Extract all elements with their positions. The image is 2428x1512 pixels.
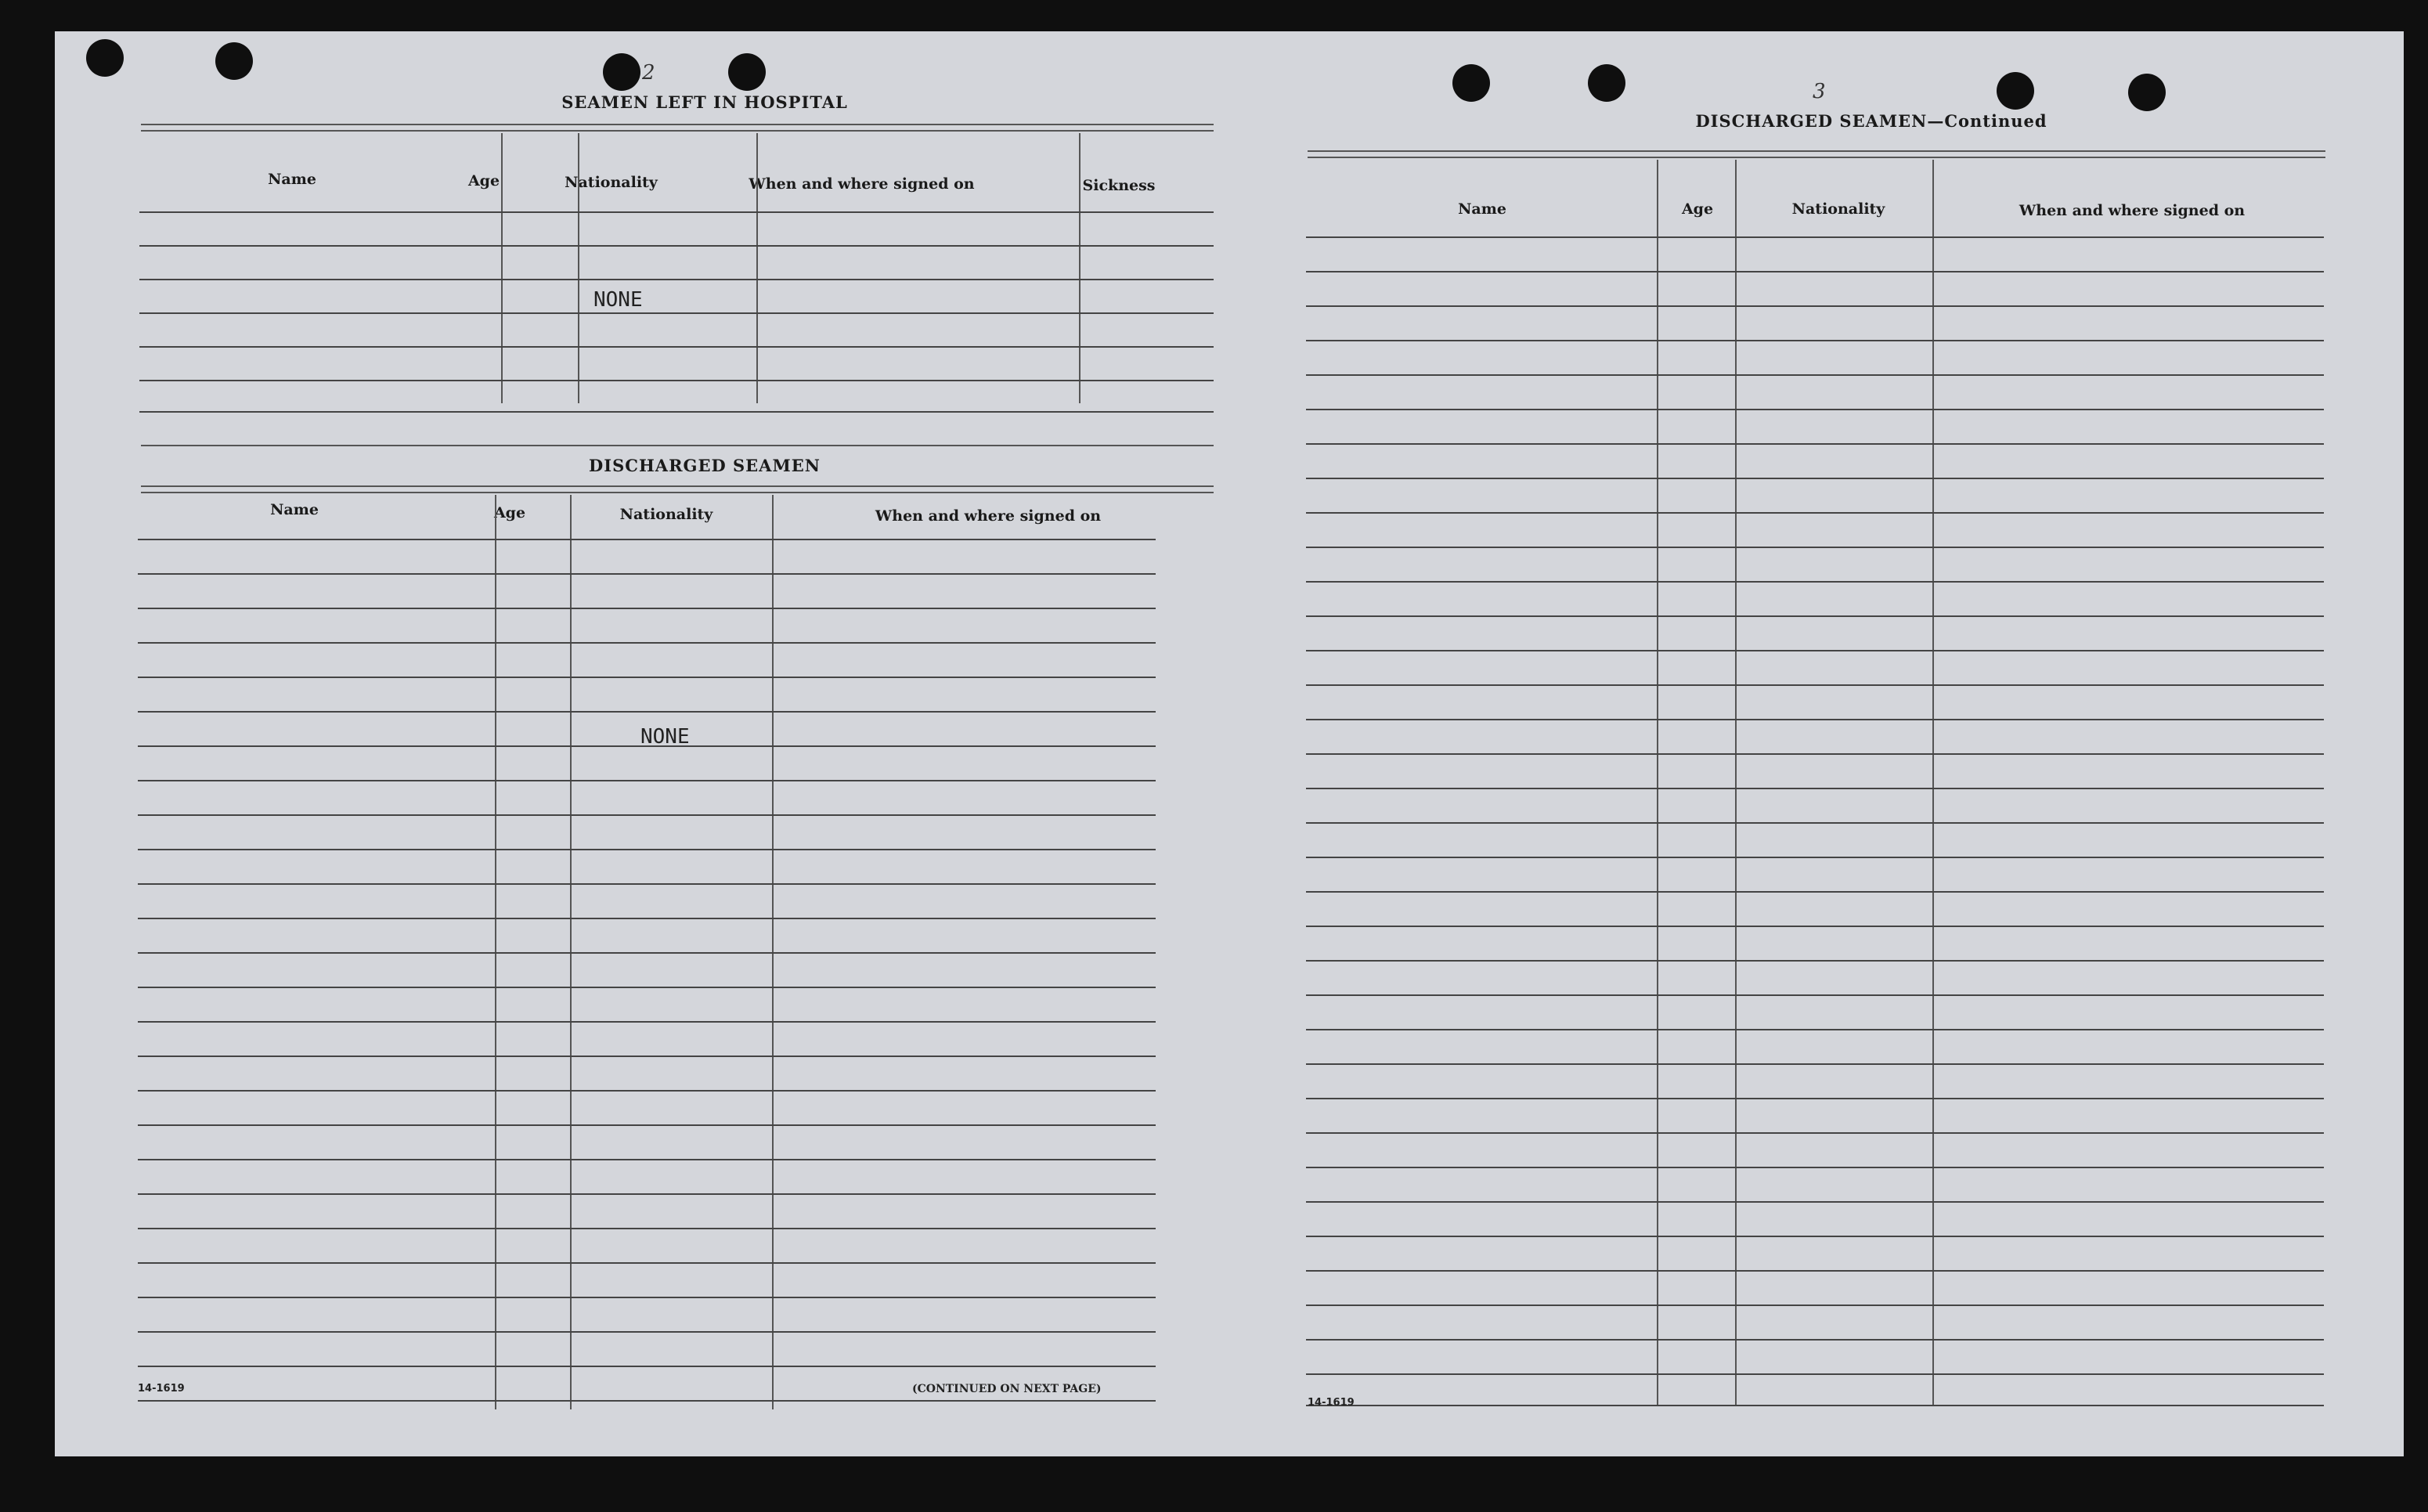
column-divider [756,133,758,403]
continued-note: (CONTINUED ON NEXT PAGE) [912,1383,1102,1395]
row-line [138,677,1156,678]
row-line [1306,271,2324,272]
divider [141,124,1214,125]
hospital-entry: NONE [593,288,643,312]
row-line [1306,960,2324,962]
column-header-age: Age [493,504,526,521]
row-line [1306,374,2324,376]
row-line [138,952,1156,954]
row-line [1306,926,2324,927]
row-line [139,380,1214,381]
row-line [1306,1373,2324,1375]
row-line [1306,684,2324,686]
row-line [139,211,1214,213]
row-line [1306,409,2324,410]
row-line [1306,1201,2324,1203]
punch-hole [86,39,124,77]
row-line [138,918,1156,919]
punch-hole [2128,74,2166,111]
row-line [1306,478,2324,479]
form-number: 14-1619 [1308,1397,1355,1409]
row-line [1306,719,2324,720]
row-line [1306,340,2324,341]
row-line [139,279,1214,280]
discharged-continued-table [1306,160,2324,1428]
hospital-table [139,133,1214,446]
form-number: 14-1619 [138,1383,185,1395]
column-header-name: Name [270,501,319,518]
row-line [138,1056,1156,1057]
row-line [138,1400,1156,1402]
row-line [138,711,1156,713]
column-header-name: Name [1458,200,1506,218]
column-divider [501,133,503,403]
row-line [138,1124,1156,1126]
row-line [1306,1236,2324,1237]
punch-hole [1452,64,1490,102]
row-line [1306,512,2324,514]
row-line [138,780,1156,781]
row-line [138,814,1156,816]
column-header-signed-on: When and where signed on [2019,202,2246,219]
row-line [138,573,1156,575]
section-title-hospital: SEAMEN LEFT IN HOSPITAL [561,92,848,112]
row-line [1306,788,2324,789]
column-divider [578,133,579,403]
row-line [1306,1405,2324,1406]
punch-hole [728,53,766,91]
row-line [138,987,1156,988]
row-line [1306,1098,2324,1099]
column-divider [1079,133,1081,403]
row-line [1306,547,2324,548]
row-line [1306,994,2324,996]
row-line [138,642,1156,644]
row-line [138,1159,1156,1160]
column-header-nationality: Nationality [1791,200,1885,218]
row-line [139,245,1214,247]
column-divider [1735,160,1737,1405]
row-line [1306,1029,2324,1030]
document-sheet [55,31,2404,1456]
row-line [1306,1339,2324,1341]
row-line [139,312,1214,314]
row-line [138,1021,1156,1023]
row-line [138,1193,1156,1195]
row-line [1306,443,2324,445]
row-line [1306,650,2324,651]
row-line [138,1090,1156,1092]
row-line [1306,1167,2324,1168]
row-line [1306,1132,2324,1134]
row-line [1306,615,2324,617]
row-line [138,1262,1156,1264]
column-header-signed-on: When and where signed on [749,175,975,193]
page-number: 3 [1813,80,1826,103]
divider [141,130,1214,132]
row-line [1306,753,2324,755]
row-line [138,539,1156,540]
column-header-signed-on: When and where signed on [875,507,1102,525]
row-line [138,1228,1156,1229]
punch-hole [1997,72,2034,110]
row-line [1306,1305,2324,1306]
discharged-entry: NONE [640,725,690,749]
divider [1308,150,2325,152]
row-line [138,883,1156,885]
discharged-table [138,495,1212,1411]
row-line [1306,857,2324,858]
column-header-age: Age [467,172,500,189]
divider [1308,157,2325,158]
row-line [138,1331,1156,1333]
row-line [139,346,1214,348]
column-header-nationality: Nationality [565,174,658,191]
row-line [139,411,1214,413]
page-number: 2 [642,61,655,85]
column-divider [1657,160,1658,1405]
row-line [1306,305,2324,307]
column-header-name: Name [268,171,316,188]
row-line [1306,1270,2324,1272]
column-divider [1932,160,1934,1405]
divider [141,492,1214,493]
punch-hole [603,53,640,91]
divider [141,485,1214,487]
column-header-sickness: Sickness [1082,177,1156,194]
row-line [1306,891,2324,893]
row-line [1306,1063,2324,1065]
punch-hole [215,42,253,80]
row-line [1306,581,2324,583]
row-line [1306,822,2324,824]
row-line [1306,236,2324,238]
row-line [138,1297,1156,1298]
row-line [138,608,1156,609]
row-line [138,849,1156,850]
column-header-age: Age [1681,200,1714,218]
punch-hole [1588,64,1625,102]
row-line [138,1366,1156,1367]
section-title-discharged-continued: DISCHARGED SEAMEN—Continued [1695,111,2047,131]
divider [141,445,1214,446]
section-title-discharged: DISCHARGED SEAMEN [589,456,821,475]
column-header-nationality: Nationality [619,506,713,523]
